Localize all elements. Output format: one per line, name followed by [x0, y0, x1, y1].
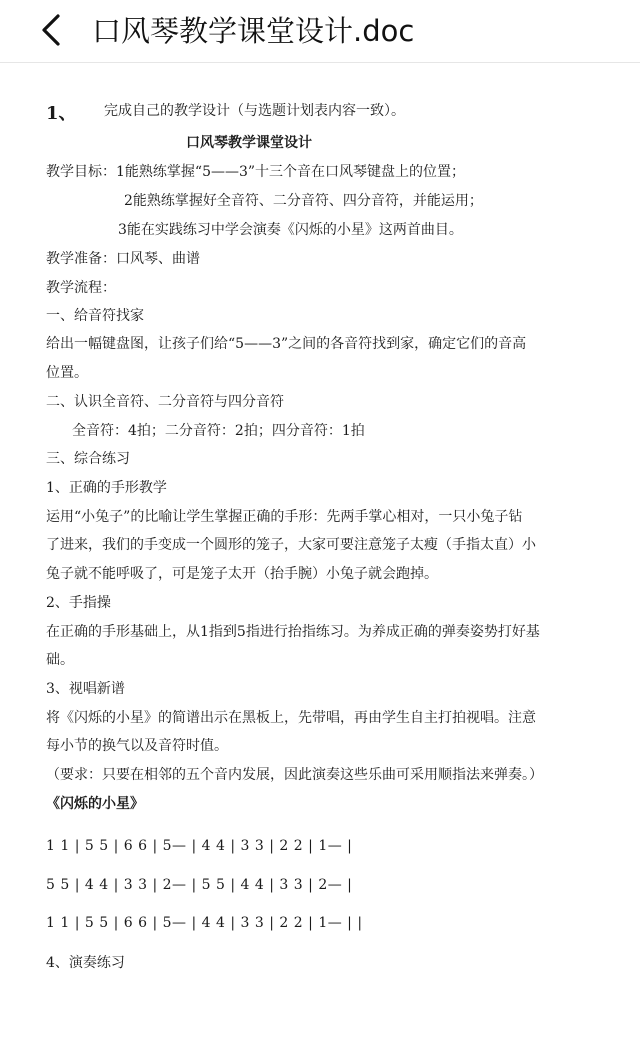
score-line-3: 1 1 | 5 5 | 6 6 | 5— | 4 4 | 3 3 | 2 2 | 1— | | [46, 915, 363, 931]
document-title: 口风琴教学课堂设计.doc [92, 14, 415, 48]
sub1-text-c: 兔子就不能呼吸了，可是笼子太开（抬手腕）小兔子就会跑掉。 [46, 566, 438, 582]
song-title: 《闪烁的小星》 [46, 796, 144, 812]
sub3-heading: 3、视唱新谱 [46, 681, 125, 697]
process-label: 教学流程： [46, 280, 116, 296]
part2-heading: 二、认识全音符、二分音符与四分音符 [46, 394, 284, 410]
goal-1: 教学目标：1能熟练掌握“5——3”十三个音在口风琴键盘上的位置； [46, 164, 466, 180]
part1-text-b: 位置。 [46, 365, 88, 381]
sub1-text-a: 运用“小兔子”的比喻让学生掌握正确的手形：先两手掌心相对，一只小兔子钻 [46, 509, 523, 525]
title-bar [0, 0, 640, 63]
goal-3: 3能在实践练习中学会演奏《闪烁的小星》这两首曲目。 [118, 222, 463, 238]
sub2-heading: 2、手指操 [46, 595, 111, 611]
score-line-1: 1 1 | 5 5 | 6 6 | 5— | 4 4 | 3 3 | 2 2 | 1— | [46, 838, 353, 854]
sub3-text-b: 每小节的换气以及音符时值。 [46, 738, 228, 754]
sub2-text-b: 础。 [46, 652, 74, 668]
sub1-heading: 1、正确的手形教学 [46, 480, 167, 496]
preparation: 教学准备：口风琴、曲谱 [46, 251, 200, 267]
chevron-left-icon [34, 12, 70, 48]
sub4-heading: 4、演奏练习 [46, 955, 125, 971]
sub1-text-b: 了进来，我们的手变成一个圆形的笼子，大家可要注意笼子太瘦（手指太直）小 [46, 537, 536, 553]
section-heading: 完成自己的教学设计（与选题计划表内容一致）。 [104, 103, 405, 119]
sub3-text-a: 将《闪烁的小星》的简谱出示在黑板上，先带唱，再由学生自主打拍视唱。注意 [46, 710, 536, 726]
sub3-note: （要求：只要在相邻的五个音内发展，因此演奏这些乐曲可采用顺指法来弹奏。） [46, 767, 543, 783]
goal-2: 2能熟练掌握好全音符、二分音符、四分音符，并能运用； [124, 193, 483, 209]
score-line-2: 5 5 | 4 4 | 3 3 | 2— | 5 5 | 4 4 | 3 3 | 2— | [46, 877, 353, 893]
part2-text: 全音符：4拍；二分音符：2拍；四分音符：1拍 [72, 423, 365, 439]
sub2-text-a: 在正确的手形基础上，从1指到5指进行抬指练习。为养成正确的弹奏姿势打好基 [46, 624, 540, 640]
part3-heading: 三、综合练习 [46, 451, 130, 467]
back-button[interactable] [34, 12, 70, 48]
part1-heading: 一、给音符找家 [46, 308, 144, 324]
section-number: 1、 [46, 103, 77, 124]
design-title: 口风琴教学课堂设计 [186, 135, 312, 151]
part1-text-a: 给出一幅键盘图，让孩子们给“5——3”之间的各音符找到家，确定它们的音高 [46, 336, 527, 352]
document-page [0, 63, 640, 1041]
